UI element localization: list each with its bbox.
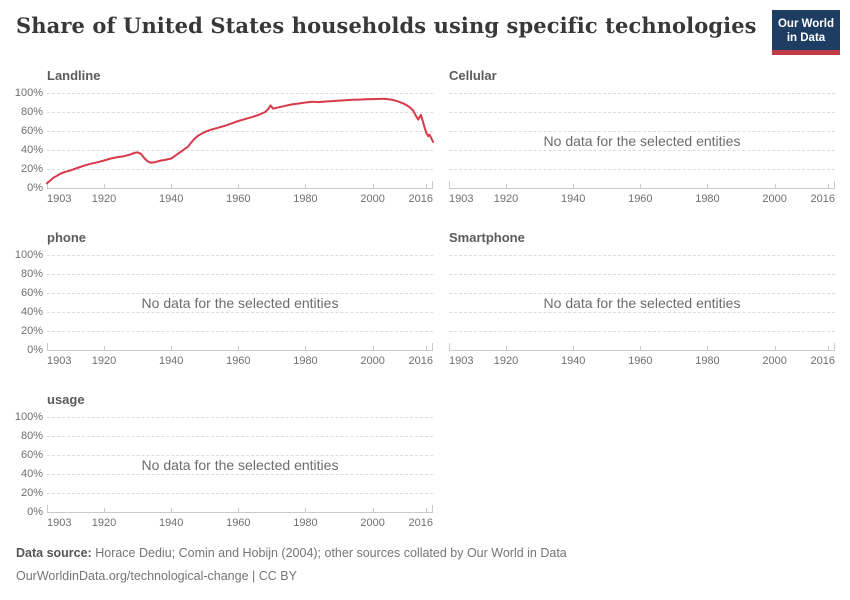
panel-title-usage: usage [47,392,85,407]
x-tick-label: 1920 [493,355,519,367]
gridline [47,312,433,313]
x-axis-labels [449,189,835,207]
x-tick-label: 2016 [408,193,433,205]
x-tick-mark [640,346,641,350]
gridline [449,169,835,170]
x-tick-mark [506,184,507,188]
y-tick-label: 40% [20,306,43,318]
x-tick-label: 2016 [810,193,835,205]
owid-logo[interactable] [772,10,840,55]
x-tick-mark [426,508,427,512]
x-tick-mark [47,346,48,350]
chart-column [449,93,835,207]
x-tick-label: 1920 [91,355,117,367]
landline-line-chart [47,93,433,188]
x-tick-mark [171,346,172,350]
chart-column [14,249,433,369]
axis-end-cap [432,505,433,512]
x-tick-mark [305,346,306,350]
line-series-landline [47,99,433,184]
owid-logo-line2: in Data [786,32,826,45]
y-tick-label: 20% [20,325,43,337]
x-tick-mark [640,184,641,188]
y-tick-label: 80% [20,106,43,118]
gridline [47,331,433,332]
y-tick-label: 40% [20,144,43,156]
x-tick-mark [104,508,105,512]
no-data-message: No data for the selected entities [543,132,741,149]
y-tick-label: 60% [20,125,43,137]
x-tick-mark [828,346,829,350]
x-tick-mark [305,508,306,512]
x-tick-label: 1903 [449,355,474,367]
x-tick-label: 1940 [560,193,586,205]
x-tick-label: 1960 [628,355,653,367]
y-tick-label: 100% [14,249,43,261]
panel-smartphone [449,230,835,369]
chart-area-smartphone [449,255,835,351]
panel-usage [16,392,433,531]
x-tick-mark [506,346,507,350]
gridline [449,150,835,151]
x-tick-mark [573,184,574,188]
x-tick-mark [238,508,239,512]
x-tick-label: 1903 [47,355,72,367]
x-tick-label: 2016 [810,355,835,367]
x-axis-labels [47,189,433,207]
x-tick-mark [449,346,450,350]
x-tick-label: 1920 [91,193,117,205]
y-tick-label: 100% [14,411,43,423]
x-tick-label: 1903 [47,193,72,205]
x-tick-label: 1940 [158,193,184,205]
x-tick-label: 1903 [47,517,72,529]
facet-row-2 [16,230,835,369]
gridline [47,417,433,418]
x-axis-labels [47,513,433,531]
x-tick-label: 2000 [762,355,787,367]
chart-area-usage [14,411,433,518]
x-tick-mark [449,184,450,188]
y-tick-label: 40% [20,468,43,480]
y-axis-labels [14,87,43,194]
y-tick-label: 100% [14,87,43,99]
y-tick-label: 0% [27,182,43,194]
x-tick-label: 1960 [628,193,653,205]
x-tick-label: 1980 [293,193,318,205]
x-tick-mark [171,508,172,512]
gridline [47,493,433,494]
x-tick-label: 1980 [695,355,720,367]
chart-header [0,0,850,46]
chart-column [449,255,835,369]
facet-row-3 [16,392,835,531]
x-axis-labels [449,351,835,369]
x-tick-label: 1940 [158,355,184,367]
page-title: Share of United States households using specific technologies [16,13,757,38]
x-tick-label: 1903 [449,193,474,205]
x-tick-label: 1940 [560,355,586,367]
y-tick-label: 0% [27,344,43,356]
chart-area-landline [14,87,433,194]
facet-row-1 [16,68,835,207]
x-axis-labels [47,351,433,369]
x-tick-mark [573,346,574,350]
chart-area-phone [14,249,433,356]
gridline [47,274,433,275]
no-data-message: No data for the selected entities [543,294,741,311]
y-tick-label: 60% [20,287,43,299]
axis-end-cap [834,181,835,188]
x-tick-label: 1920 [493,193,519,205]
x-tick-label: 1960 [226,193,251,205]
x-tick-mark [47,508,48,512]
y-tick-label: 80% [20,430,43,442]
x-tick-mark [707,346,708,350]
x-tick-mark [373,508,374,512]
panel-title-smartphone: Smartphone [449,230,525,245]
gridline [449,112,835,113]
axis-end-cap [834,343,835,350]
gridline [47,255,433,256]
x-tick-label: 1980 [293,517,318,529]
no-data-message: No data for the selected entities [141,294,339,311]
x-tick-mark [238,346,239,350]
data-source-line [16,545,834,562]
x-tick-mark [426,346,427,350]
gridline [47,474,433,475]
x-tick-label: 2000 [762,193,787,205]
owid-logo-line1: Our World [777,18,834,30]
x-tick-mark [373,346,374,350]
x-tick-label: 1960 [226,517,251,529]
x-tick-label: 1980 [293,355,318,367]
y-axis-labels [14,249,43,356]
data-source-label: Data source: [16,546,92,560]
x-tick-label: 2016 [408,355,433,367]
panel-cellular [449,68,835,207]
panel-title-cellular: Cellular [449,68,497,83]
axis-end-cap [432,343,433,350]
chart-column [14,87,433,207]
gridline [449,93,835,94]
panel-landline [16,68,433,207]
data-source-text: Horace Dediu; Comin and Hobijn (2004); other sources collated by Our World in Data [95,546,567,560]
x-tick-mark [775,184,776,188]
facet-grid [16,68,835,531]
x-tick-mark [775,346,776,350]
gridline [449,312,835,313]
chart-column [14,411,433,531]
no-data-message: No data for the selected entities [141,456,339,473]
y-tick-label: 60% [20,449,43,461]
gridline [449,255,835,256]
y-tick-label: 0% [27,506,43,518]
panel-title-phone: phone [47,230,86,245]
y-tick-label: 80% [20,268,43,280]
license-line: OurWorldinData.org/technological-change | CC BY [16,568,297,583]
gridline [449,274,835,275]
y-tick-label: 20% [20,163,43,175]
x-tick-label: 2000 [360,193,385,205]
x-tick-mark [707,184,708,188]
x-tick-mark [104,346,105,350]
x-tick-label: 2000 [360,517,385,529]
x-tick-label: 2016 [408,517,433,529]
x-tick-label: 1960 [226,355,251,367]
x-tick-label: 1920 [91,517,117,529]
x-tick-mark [828,184,829,188]
panel-phone [16,230,433,369]
y-axis-labels [14,411,43,518]
chart-area-cellular [449,93,835,189]
x-tick-label: 2000 [360,355,385,367]
x-tick-label: 1980 [695,193,720,205]
x-tick-label: 1940 [158,517,184,529]
gridline [449,331,835,332]
y-tick-label: 20% [20,487,43,499]
chart-footer [16,545,834,585]
panel-title-landline: Landline [47,68,101,83]
gridline [47,436,433,437]
